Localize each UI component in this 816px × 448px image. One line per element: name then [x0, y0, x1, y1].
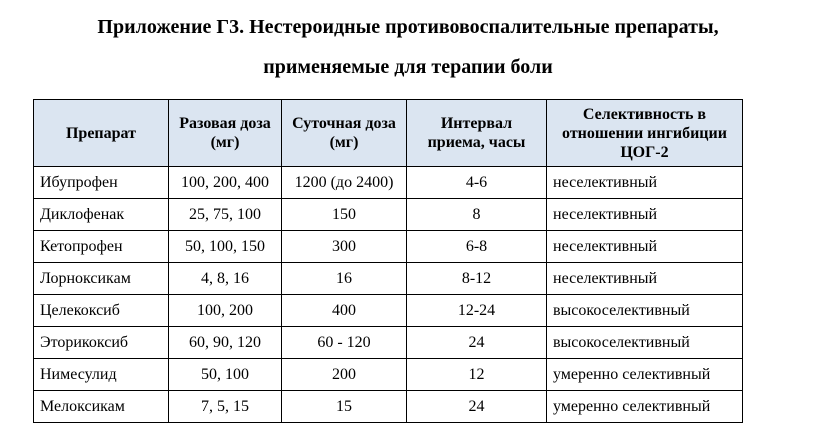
- cell-daily-dose: 400: [282, 295, 407, 327]
- table-row: [34, 295, 743, 327]
- page-title-line1: Приложение Г3. Нестероидные противовоспалительные препараты,: [97, 16, 719, 38]
- cell-drug: Лорноксикам: [34, 263, 169, 295]
- cell-interval: 12: [407, 359, 547, 391]
- cell-drug: Диклофенак: [34, 199, 169, 231]
- cell-interval: 8: [407, 199, 547, 231]
- cell-drug: Эторикоксиб: [34, 327, 169, 359]
- cell-interval: 12-24: [407, 295, 547, 327]
- cell-interval: 4-6: [407, 167, 547, 199]
- table-row: [34, 359, 743, 391]
- page-title-line2: применяемые для терапии боли: [263, 56, 553, 78]
- cell-interval: 8-12: [407, 263, 547, 295]
- cell-single-dose: 4, 8, 16: [169, 263, 282, 295]
- cell-selectivity: высокоселективный: [547, 327, 743, 359]
- cell-daily-dose: 200: [282, 359, 407, 391]
- cell-selectivity: неселективный: [547, 231, 743, 263]
- header-single-dose: Разовая доза (мг): [169, 100, 282, 167]
- table-row: [34, 199, 743, 231]
- cell-single-dose: 100, 200, 400: [169, 167, 282, 199]
- cell-selectivity: неселективный: [547, 167, 743, 199]
- cell-interval: 24: [407, 327, 547, 359]
- header-selectivity: Селективность в отношении ингибиции ЦОГ-2: [547, 100, 743, 167]
- cell-daily-dose: 1200 (до 2400): [282, 167, 407, 199]
- cell-drug: Целекоксиб: [34, 295, 169, 327]
- cell-daily-dose: 150: [282, 199, 407, 231]
- cell-interval: 6-8: [407, 231, 547, 263]
- table-row: [34, 391, 743, 423]
- header-interval: Интервал приема, часы: [407, 100, 547, 167]
- cell-selectivity: умеренно селективный: [547, 391, 743, 423]
- cell-drug: Нимесулид: [34, 359, 169, 391]
- cell-drug: Мелоксикам: [34, 391, 169, 423]
- table-row: [34, 263, 743, 295]
- cell-daily-dose: 60 - 120: [282, 327, 407, 359]
- cell-daily-dose: 300: [282, 231, 407, 263]
- cell-interval: 24: [407, 391, 547, 423]
- cell-selectivity: неселективный: [547, 263, 743, 295]
- cell-single-dose: 7, 5, 15: [169, 391, 282, 423]
- cell-daily-dose: 16: [282, 263, 407, 295]
- table-row: [34, 231, 743, 263]
- header-drug: Препарат: [34, 100, 169, 167]
- cell-drug: Ибупрофен: [34, 167, 169, 199]
- cell-single-dose: 50, 100: [169, 359, 282, 391]
- cell-single-dose: 50, 100, 150: [169, 231, 282, 263]
- cell-single-dose: 60, 90, 120: [169, 327, 282, 359]
- table-row: [34, 167, 743, 199]
- cell-selectivity: высокоселективный: [547, 295, 743, 327]
- cell-daily-dose: 15: [282, 391, 407, 423]
- cell-selectivity: неселективный: [547, 199, 743, 231]
- cell-selectivity: умеренно селективный: [547, 359, 743, 391]
- table-body: [34, 167, 743, 423]
- table-header-row: [34, 100, 743, 167]
- cell-single-dose: 100, 200: [169, 295, 282, 327]
- nsaid-table: [33, 99, 743, 423]
- table-row: [34, 327, 743, 359]
- header-daily-dose: Суточная доза (мг): [282, 100, 407, 167]
- cell-drug: Кетопрофен: [34, 231, 169, 263]
- cell-single-dose: 25, 75, 100: [169, 199, 282, 231]
